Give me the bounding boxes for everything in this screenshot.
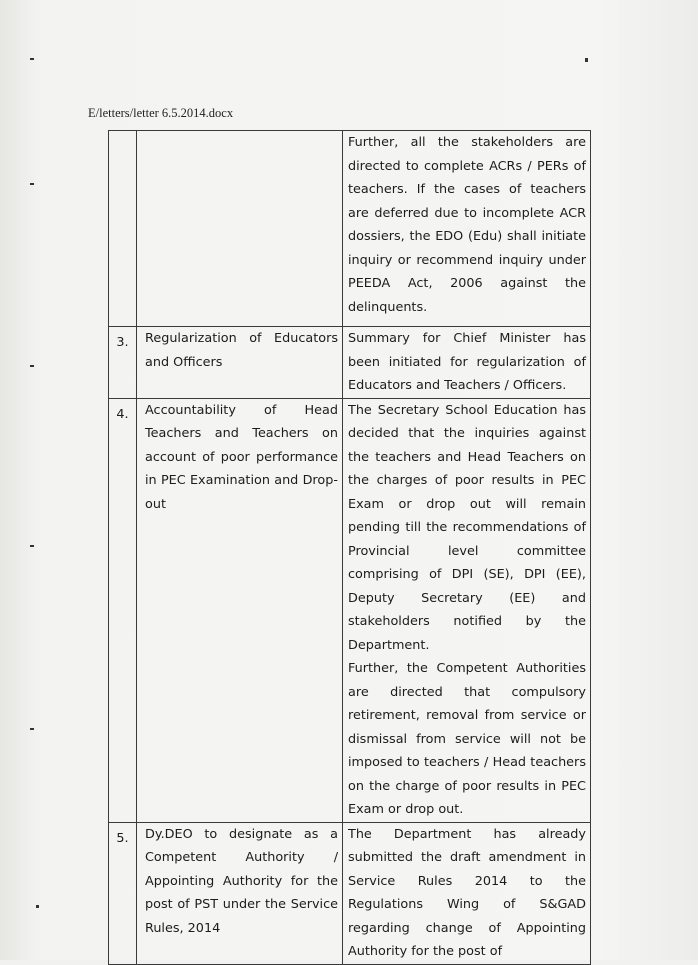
row-decision bbox=[343, 327, 591, 399]
row-subject: Dy.DEO to designate as a Competent Authority / Appointing Authority for the post of PST under the Service Rules, 2014 bbox=[137, 822, 343, 964]
decision-paragraph: The Secretary School Education has decided that the inquiries against the teachers and Head Teachers on the charges of poor results in PEC Exam or drop out will remain pending till the recommendations of Provincial level committee comprising of DPI (SE), DPI (EE), Deputy Secretary (EE) and stakeholders notified by the Department. bbox=[348, 402, 586, 653]
margin-speck bbox=[30, 545, 34, 547]
margin-speck bbox=[585, 58, 588, 62]
decision-paragraph: Further, all the stakeholders are directed to complete ACRs / PERs of teachers. If the cases of teachers are deferred due to incomplete ACR dossiers, the EDO (Edu) shall initiate inquiry or recommend inquiry under PEEDA Act, 2006 against the delinquents. bbox=[348, 135, 586, 315]
row-subject bbox=[137, 131, 343, 327]
row-subject: Accountability of Head Teachers and Teachers on account of poor performance in PEC Examination and Drop-out bbox=[137, 398, 343, 822]
row-number: 5. bbox=[109, 822, 137, 964]
decisions-table bbox=[108, 130, 591, 965]
document-file-path: E/letters/letter 6.5.2014.docx bbox=[88, 106, 234, 120]
row-number bbox=[109, 131, 137, 327]
row-decision bbox=[343, 398, 591, 822]
table-row bbox=[109, 398, 591, 822]
decision-paragraph: Summary for Chief Minister has been initiated for regularization of Educators and Teachers / Officers. bbox=[348, 331, 586, 393]
row-subject: Regularization of Educators and Officers bbox=[137, 327, 343, 399]
margin-speck bbox=[30, 365, 34, 367]
margin-speck bbox=[30, 58, 34, 60]
row-decision bbox=[343, 131, 591, 327]
decision-paragraph: The Department has already submitted the draft amendment in Service Rules 2014 to the Regulations Wing of S&GAD regarding change of Appointing Authority for the post of bbox=[348, 826, 586, 959]
margin-speck bbox=[30, 728, 34, 730]
margin-speck bbox=[36, 905, 39, 908]
row-number: 3. bbox=[109, 327, 137, 399]
row-number: 4. bbox=[109, 398, 137, 822]
table-row bbox=[109, 822, 591, 964]
margin-speck bbox=[30, 183, 34, 185]
table-row bbox=[109, 131, 591, 327]
table-row bbox=[109, 327, 591, 399]
row-decision bbox=[343, 822, 591, 964]
decision-paragraph: Further, the Competent Authorities are directed that compulsory retirement, removal from service or dismissal from service will not be imposed to teachers / Head teachers on the charge of poor results in PEC Exam or drop out. bbox=[348, 661, 586, 817]
